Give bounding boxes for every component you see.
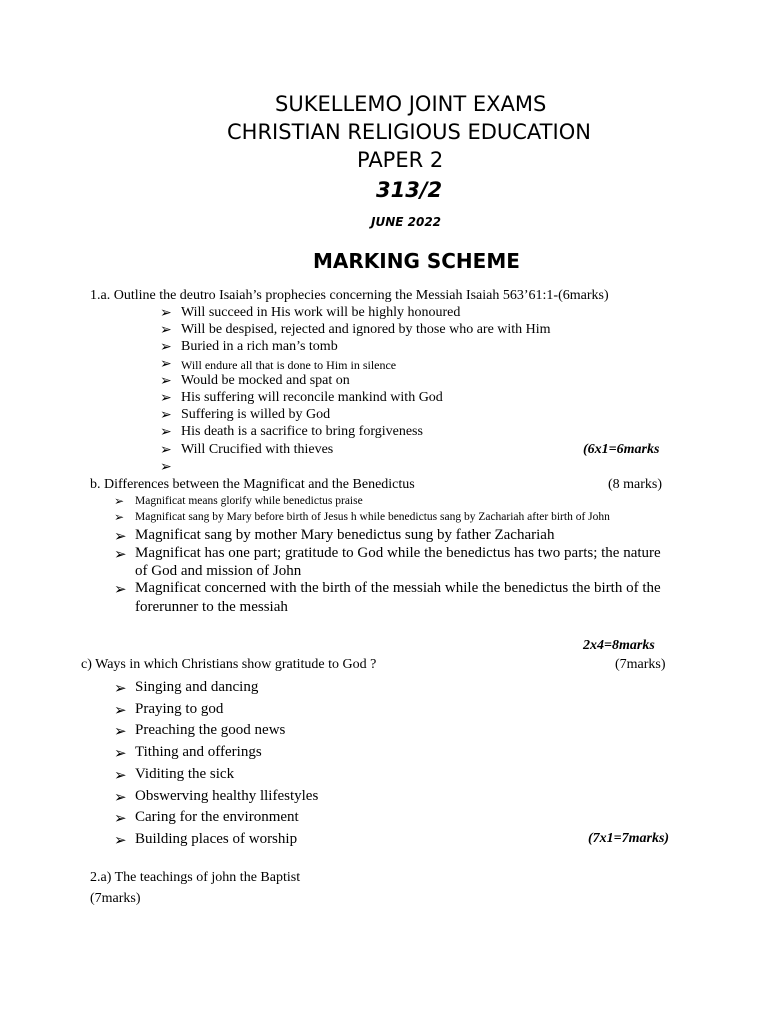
list-item-text: Building places of worship — [135, 831, 298, 847]
list-item-text: Suffering is willed by God — [181, 407, 331, 422]
list-item-text: Magnificat sang by Mary before birth of Jesus h while benedictus sang by Zachariah after birth of John — [135, 511, 610, 523]
arrow-bullet-icon: ➢ — [114, 744, 127, 762]
arrow-bullet-icon: ➢ — [160, 322, 172, 338]
list-item-text: Buried in a rich man’s tomb — [181, 339, 338, 354]
list-item-text: Magnificat concerned with the birth of the messiah while the benedictus the birth of the — [135, 580, 661, 596]
exam-name: SUKELLEMO JOINT EXAMS — [275, 92, 547, 116]
list-item-text: Preaching the good news — [135, 722, 286, 738]
marks-note-1b: 2x4=8marks — [583, 638, 655, 653]
list-item-text: His death is a sacrifice to bring forgiveness — [181, 424, 423, 439]
exam-date: JUNE 2022 — [371, 215, 442, 229]
arrow-bullet-icon: ➢ — [160, 339, 172, 355]
arrow-bullet-icon: ➢ — [114, 527, 127, 545]
arrow-bullet-icon: ➢ — [160, 424, 172, 440]
paper-code: 313/2 — [376, 178, 443, 202]
marks-2a: (7marks) — [90, 891, 141, 906]
list-item-text: Will endure all that is done to Him in silence — [181, 358, 397, 372]
arrow-bullet-icon: ➢ — [160, 407, 172, 423]
marks-note-1c: (7x1=7marks) — [588, 831, 670, 846]
list-item-text: Caring for the environment — [135, 809, 299, 825]
arrow-bullet-icon: ➢ — [114, 722, 127, 740]
arrow-bullet-icon: ➢ — [114, 580, 127, 598]
question-1c: c) Ways in which Christians show gratitude to God ? — [81, 657, 377, 672]
list-item-text: Obswerving healthy llifestyles — [135, 788, 319, 804]
list-item-text: Praying to god — [135, 701, 224, 717]
paper-number: PAPER 2 — [357, 148, 444, 172]
list-item-text: Will be despised, rejected and ignored by those who are with Him — [181, 322, 551, 337]
list-item-text: Will Crucified with thieves — [181, 442, 334, 457]
list-item-text: Viditing the sick — [135, 766, 235, 782]
list-item-text-continued: forerunner to the messiah — [135, 599, 288, 615]
marks-1c: (7marks) — [615, 657, 666, 672]
page-title: MARKING SCHEME — [313, 249, 520, 273]
arrow-bullet-icon: ➢ — [114, 809, 127, 827]
arrow-bullet-icon: ➢ — [114, 788, 127, 806]
arrow-bullet-icon: ➢ — [160, 459, 172, 475]
list-item-text: Magnificat has one part; gratitude to God while the benedictus has two parts; the nature — [135, 545, 661, 561]
marks-note-1a: (6x1=6marks — [583, 442, 660, 457]
list-item-text: Tithing and offerings — [135, 744, 262, 760]
list-item-text: Magnificat means glorify while benedictus praise — [135, 495, 363, 507]
arrow-bullet-icon: ➢ — [160, 356, 172, 372]
question-2a: 2.a) The teachings of john the Baptist — [90, 870, 301, 885]
arrow-bullet-icon: ➢ — [114, 510, 125, 524]
arrow-bullet-icon: ➢ — [160, 442, 172, 458]
arrow-bullet-icon: ➢ — [114, 831, 127, 849]
arrow-bullet-icon: ➢ — [160, 390, 172, 406]
arrow-bullet-icon: ➢ — [160, 305, 172, 321]
arrow-bullet-icon: ➢ — [114, 679, 127, 697]
question-1a: 1.a. Outline the deutro Isaiah’s prophecies concerning the Messiah Isaiah 563’61:1-(6marks) — [90, 288, 609, 303]
list-item-text: Would be mocked and spat on — [181, 373, 350, 388]
arrow-bullet-icon: ➢ — [160, 373, 172, 389]
list-item-text-continued: of God and mission of John — [135, 563, 302, 579]
arrow-bullet-icon: ➢ — [114, 766, 127, 784]
arrow-bullet-icon: ➢ — [114, 494, 125, 508]
list-item-text: Will succeed in His work will be highly honoured — [181, 305, 461, 320]
list-item-text: Singing and dancing — [135, 679, 259, 695]
list-item-text: Magnificat sang by mother Mary benedictus sung by father Zachariah — [135, 527, 555, 543]
list-item-text: His suffering will reconcile mankind with God — [181, 390, 443, 405]
marks-1b: (8 marks) — [608, 477, 663, 492]
subject-title: CHRISTIAN RELIGIOUS EDUCATION — [227, 120, 591, 144]
arrow-bullet-icon: ➢ — [114, 701, 127, 719]
arrow-bullet-icon: ➢ — [114, 545, 127, 563]
question-1b: b. Differences between the Magnificat and the Benedictus — [90, 477, 415, 492]
